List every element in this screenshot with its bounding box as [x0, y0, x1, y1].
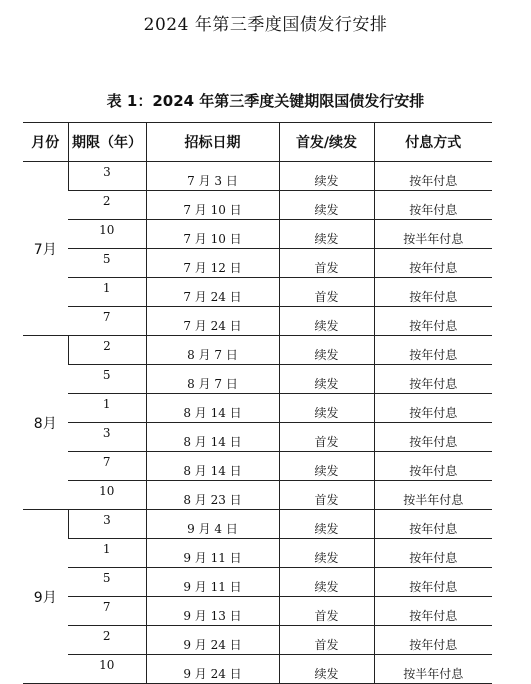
table-row	[23, 307, 492, 336]
tender-date-cell-text: 9 月 11 日	[183, 580, 242, 594]
term-cell: 3	[68, 423, 146, 452]
payment-method-cell	[374, 481, 492, 510]
payment-method-cell-text: 按年付息	[409, 319, 458, 333]
issue-type-cell-text: 续发	[314, 406, 339, 420]
tender-date-cell	[146, 539, 279, 568]
term-cell: 7	[68, 452, 146, 481]
table-row	[23, 394, 492, 423]
issue-type-cell	[279, 365, 374, 394]
issue-type-cell-text: 续发	[314, 232, 339, 246]
tender-date-cell	[146, 452, 279, 481]
tender-date-cell-text: 9 月 13 日	[183, 609, 242, 623]
tender-date-cell-text: 7 月 3 日	[187, 174, 238, 188]
issue-type-cell	[279, 626, 374, 655]
payment-method-cell	[374, 452, 492, 481]
payment-method-cell	[374, 162, 492, 191]
payment-method-cell-text: 按半年付息	[403, 667, 464, 681]
payment-method-cell	[374, 655, 492, 684]
tender-date-cell-text: 7 月 24 日	[183, 290, 242, 304]
table-row	[23, 278, 492, 307]
term-cell: 5	[68, 365, 146, 394]
table-row	[23, 220, 492, 249]
issue-type-cell	[279, 249, 374, 278]
payment-method-cell	[374, 278, 492, 307]
term-cell: 1	[68, 278, 146, 307]
bond-issuance-table	[23, 122, 492, 684]
table-row	[23, 481, 492, 510]
term-cell: 5	[68, 568, 146, 597]
issue-type-cell-text: 续发	[314, 580, 339, 594]
payment-method-cell-text: 按半年付息	[403, 232, 464, 246]
table-row	[23, 597, 492, 626]
issue-type-cell-text: 续发	[314, 667, 339, 681]
issue-type-cell	[279, 423, 374, 452]
payment-method-cell-text: 按年付息	[409, 522, 458, 536]
month-cell: 8月	[23, 336, 68, 510]
issue-type-cell-text: 续发	[314, 522, 339, 536]
table-row	[23, 626, 492, 655]
term-cell: 7	[68, 307, 146, 336]
payment-method-cell	[374, 394, 492, 423]
payment-method-cell	[374, 626, 492, 655]
payment-method-cell	[374, 423, 492, 452]
term-cell: 10	[68, 655, 146, 684]
table-row	[23, 336, 492, 365]
table-row	[23, 365, 492, 394]
issue-type-cell	[279, 191, 374, 220]
tender-date-cell-text: 8 月 23 日	[183, 493, 242, 507]
payment-method-cell-text: 按年付息	[409, 174, 458, 188]
tender-date-cell	[146, 597, 279, 626]
issue-type-cell	[279, 568, 374, 597]
payment-method-cell	[374, 568, 492, 597]
payment-method-cell-text: 按年付息	[409, 638, 458, 652]
issue-type-cell	[279, 336, 374, 365]
header-payment-method: 付息方式	[374, 123, 492, 162]
tender-date-cell	[146, 307, 279, 336]
term-cell: 1	[68, 539, 146, 568]
issue-type-cell-text: 首发	[314, 609, 339, 623]
issue-type-cell-text: 首发	[314, 638, 339, 652]
table-row	[23, 539, 492, 568]
tender-date-cell-text: 8 月 14 日	[183, 435, 242, 449]
payment-method-cell-text: 按年付息	[409, 290, 458, 304]
tender-date-cell-text: 7 月 10 日	[183, 232, 242, 246]
payment-method-cell	[374, 191, 492, 220]
table-row	[23, 191, 492, 220]
issue-type-cell	[279, 481, 374, 510]
header-term: 期限（年）	[68, 123, 146, 162]
table-header	[23, 123, 492, 162]
tender-date-cell	[146, 249, 279, 278]
term-cell: 2	[68, 626, 146, 655]
issue-type-cell-text: 首发	[314, 261, 339, 275]
term-cell: 2	[68, 191, 146, 220]
issue-type-cell-text: 首发	[314, 290, 339, 304]
payment-method-cell-text: 按年付息	[409, 580, 458, 594]
header-tender-date: 招标日期	[146, 123, 279, 162]
payment-method-cell-text: 按半年付息	[403, 493, 464, 507]
payment-method-cell-text: 按年付息	[409, 464, 458, 478]
tender-date-cell-text: 7 月 12 日	[183, 261, 242, 275]
tender-date-cell-text: 8 月 14 日	[183, 406, 242, 420]
header-row	[23, 123, 492, 162]
issue-type-cell	[279, 162, 374, 191]
issue-type-cell-text: 续发	[314, 377, 339, 391]
header-issue-type: 首发/续发	[279, 123, 374, 162]
issue-type-cell-text: 续发	[314, 174, 339, 188]
payment-method-cell-text: 按年付息	[409, 377, 458, 391]
term-cell: 10	[68, 220, 146, 249]
payment-method-cell	[374, 336, 492, 365]
tender-date-cell	[146, 191, 279, 220]
payment-method-cell	[374, 249, 492, 278]
payment-method-cell-text: 按年付息	[409, 348, 458, 362]
tender-date-cell	[146, 481, 279, 510]
tender-date-cell-text: 7 月 24 日	[183, 319, 242, 333]
tender-date-cell-text: 8 月 7 日	[187, 377, 238, 391]
tender-date-cell	[146, 278, 279, 307]
payment-method-cell-text: 按年付息	[409, 551, 458, 565]
issue-type-cell-text: 续发	[314, 203, 339, 217]
issue-type-cell	[279, 655, 374, 684]
payment-method-cell-text: 按年付息	[409, 203, 458, 217]
issue-type-cell-text: 首发	[314, 493, 339, 507]
issue-type-cell	[279, 394, 374, 423]
term-cell: 5	[68, 249, 146, 278]
table-row	[23, 655, 492, 684]
tender-date-cell-text: 9 月 4 日	[187, 522, 238, 536]
issue-type-cell-text: 续发	[314, 319, 339, 333]
month-cell: 9月	[23, 510, 68, 684]
issue-type-cell-text: 续发	[314, 551, 339, 565]
tender-date-cell	[146, 423, 279, 452]
term-cell: 3	[68, 162, 146, 191]
tender-date-cell-text: 8 月 14 日	[183, 464, 242, 478]
term-cell: 3	[68, 510, 146, 539]
payment-method-cell-text: 按年付息	[409, 435, 458, 449]
table-row	[23, 249, 492, 278]
term-cell: 7	[68, 597, 146, 626]
tender-date-cell-text: 9 月 24 日	[183, 667, 242, 681]
tender-date-cell	[146, 336, 279, 365]
issue-type-cell	[279, 278, 374, 307]
table-row	[23, 510, 492, 539]
issue-type-cell	[279, 510, 374, 539]
payment-method-cell	[374, 220, 492, 249]
payment-method-cell-text: 按年付息	[409, 609, 458, 623]
page-title: 2024 年第三季度国债发行安排	[143, 15, 388, 35]
issue-type-cell	[279, 452, 374, 481]
issue-type-cell	[279, 539, 374, 568]
tender-date-cell	[146, 394, 279, 423]
issue-type-cell-text: 续发	[314, 464, 339, 478]
month-cell: 7月	[23, 162, 68, 336]
table-row	[23, 452, 492, 481]
tender-date-cell	[146, 162, 279, 191]
payment-method-cell	[374, 597, 492, 626]
payment-method-cell-text: 按年付息	[409, 261, 458, 275]
tender-date-cell	[146, 365, 279, 394]
table-body	[23, 162, 492, 684]
issue-type-cell-text: 首发	[314, 435, 339, 449]
tender-date-cell-text: 7 月 10 日	[183, 203, 242, 217]
tender-date-cell	[146, 510, 279, 539]
tender-date-cell	[146, 220, 279, 249]
issue-type-cell	[279, 307, 374, 336]
table-row	[23, 568, 492, 597]
issue-type-cell	[279, 220, 374, 249]
header-month: 月份	[23, 123, 68, 162]
table-row	[23, 162, 492, 191]
issue-type-cell-text: 续发	[314, 348, 339, 362]
tender-date-cell	[146, 655, 279, 684]
issue-type-cell	[279, 597, 374, 626]
tender-date-cell-text: 9 月 11 日	[183, 551, 242, 565]
table-row	[23, 423, 492, 452]
term-cell: 10	[68, 481, 146, 510]
tender-date-cell	[146, 568, 279, 597]
payment-method-cell	[374, 539, 492, 568]
tender-date-cell-text: 8 月 7 日	[187, 348, 238, 362]
term-cell: 1	[68, 394, 146, 423]
payment-method-cell-text: 按年付息	[409, 406, 458, 420]
tender-date-cell	[146, 626, 279, 655]
table-caption: 表 1：2024 年第三季度关键期限国债发行安排	[106, 92, 425, 110]
payment-method-cell	[374, 510, 492, 539]
term-cell: 2	[68, 336, 146, 365]
payment-method-cell	[374, 365, 492, 394]
payment-method-cell	[374, 307, 492, 336]
tender-date-cell-text: 9 月 24 日	[183, 638, 242, 652]
